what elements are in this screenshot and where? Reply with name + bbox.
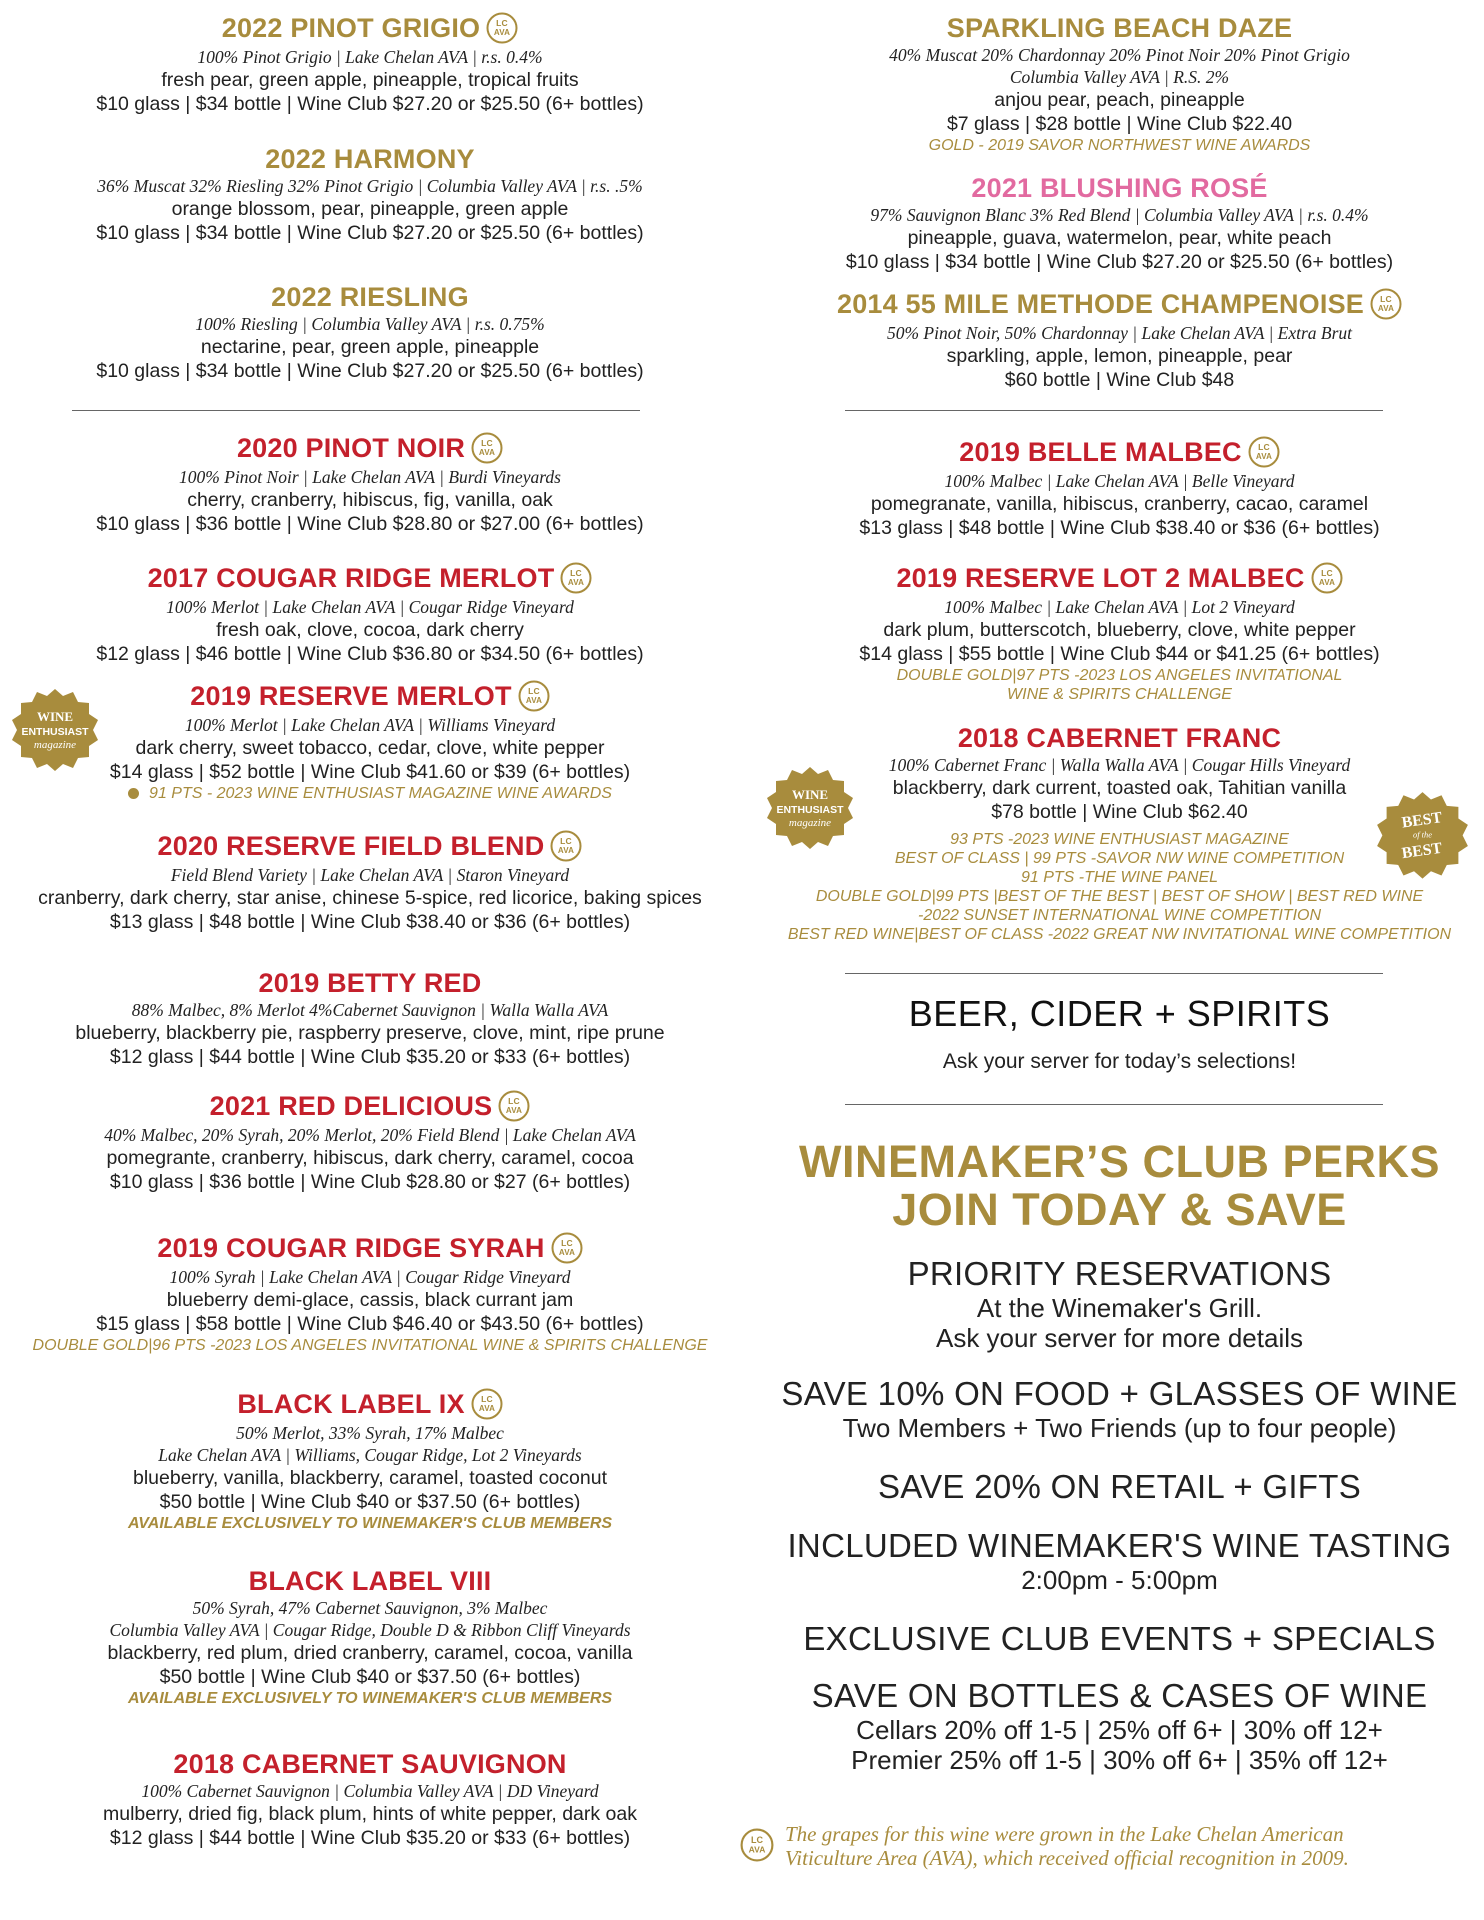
wine-details: 100% Cabernet Sauvignon | Columbia Valley AVA | DD Vineyard (141, 1781, 599, 1801)
wine-price: $10 glass | $34 bottle | Wine Club $27.20 or $25.50 (6+ bottles) (96, 360, 644, 382)
perk-item (755, 1527, 1484, 1595)
wine-details: 100% Syrah | Lake Chelan AVA | Cougar Ridge Vineyard (169, 1266, 571, 1287)
wine-title: 2019 BETTY RED (258, 968, 482, 998)
section-title: BEER, CIDER + SPIRITS (908, 993, 1331, 1034)
divider (845, 410, 1383, 411)
wine-reserve-merlot (0, 680, 740, 803)
wine-details: 100% Merlot | Lake Chelan AVA | Williams Vineyard (184, 714, 556, 735)
wine-title: 2019 RESERVE LOT 2 MALBEC (896, 563, 1305, 593)
divider (845, 1104, 1383, 1105)
wine-price: $60 bottle | Wine Club $48 (1004, 368, 1235, 391)
wine-reserve-lot-2-malbec (755, 562, 1484, 704)
perk-item (755, 1677, 1484, 1775)
wine-pinot-noir (0, 432, 740, 536)
wine-details: 100% Malbec | Lake Chelan AVA | Lot 2 Vineyard (944, 596, 1295, 617)
divider (845, 973, 1383, 974)
wine-cougar-ridge-syrah (0, 1232, 740, 1355)
wine-details: 50% Merlot, 33% Syrah, 17% Malbec (236, 1422, 504, 1443)
wine-notes: fresh pear, green apple, pineapple, tropical fruits (161, 68, 579, 91)
wine-notes: sparkling, apple, lemon, pineapple, pear (946, 344, 1293, 367)
wine-award: 93 PTS -2023 WINE ENTHUSIAST MAGAZINE (950, 831, 1289, 848)
wine-notes: mulberry, dried fig, black plum, hints of white pepper, dark oak (103, 1803, 637, 1825)
wine-price: $12 glass | $44 bottle | Wine Club $35.20 or $33 (6+ bottles) (109, 1827, 631, 1849)
section-subtitle: Ask your server for today’s selections! (942, 1050, 1297, 1073)
wine-cougar-ridge-merlot (0, 562, 740, 666)
wine-award: 91 PTS - 2023 WINE ENTHUSIAST MAGAZINE WINE AWARDS (149, 784, 612, 802)
perks-subtitle: JOIN TODAY & SAVE (892, 1184, 1347, 1235)
wine-details: 100% Malbec | Lake Chelan AVA | Belle Vineyard (944, 470, 1295, 491)
wine-riesling (0, 281, 740, 383)
wine-details: 40% Muscat 20% Chardonnay 20% Pinot Noir 20% Pinot Grigio (889, 45, 1350, 65)
lc-ava-icon (560, 562, 592, 594)
svg-text:magazine: magazine (788, 817, 832, 829)
perk-item (755, 1620, 1484, 1658)
wine-notes: blueberry demi-glace, cassis, black currant jam (166, 1288, 574, 1311)
wine-notes: pomegranate, vanilla, hibiscus, cranberry, cacao, caramel (870, 492, 1369, 515)
lc-ava-icon (740, 1828, 774, 1862)
perk-heading: PRIORITY RESERVATIONS (907, 1255, 1332, 1292)
wine-title: 2018 CABERNET FRANC (957, 723, 1282, 753)
footnote-line: Viticulture Area (AVA), which received official recognition in 2009. (785, 1846, 1349, 1870)
wine-title: 2019 RESERVE MERLOT (190, 681, 512, 711)
wine-notes: dark cherry, sweet tobacco, cedar, clove, white pepper (135, 736, 605, 759)
perk-item (755, 1468, 1484, 1506)
lc-ava-icon (471, 1388, 503, 1420)
wine-award: DOUBLE GOLD|99 PTS |BEST OF THE BEST | BEST OF SHOW | BEST RED WINE (815, 888, 1424, 905)
wine-title: BLACK LABEL IX (237, 1389, 465, 1419)
wine-title: 2022 HARMONY (265, 144, 475, 174)
wine-notes: blackberry, dark current, toasted oak, Tahitian vanilla (892, 777, 1347, 799)
wine-award: -2022 SUNSET INTERNATIONAL WINE COMPETITION (917, 907, 1322, 924)
wine-sparkling-beach-daze (755, 12, 1484, 155)
wine-black-label-ix (0, 1388, 740, 1533)
wine-details: 50% Pinot Noir, 50% Chardonnay | Lake Chelan AVA | Extra Brut (886, 322, 1353, 343)
lc-ava-icon (1248, 436, 1280, 468)
svg-text:magazine: magazine (33, 739, 77, 751)
perk-detail: Cellars 20% off 1-5 | 25% off 6+ | 30% off 12+ (856, 1715, 1383, 1745)
wine-title: 2022 PINOT GRIGIO (221, 13, 481, 43)
wine-notes: pomegrante, cranberry, hibiscus, dark cherry, caramel, cocoa (106, 1146, 634, 1169)
perk-heading: SAVE ON BOTTLES & CASES OF WINE (811, 1677, 1428, 1714)
wine-enthusiast-seal (765, 765, 855, 855)
wine-price: $15 glass | $58 bottle | Wine Club $46.40 or $43.50 (6+ bottles) (96, 1312, 644, 1335)
wine-price: $10 glass | $36 bottle | Wine Club $28.80 or $27 (6+ bottles) (109, 1170, 631, 1193)
wine-black-label-viii (0, 1565, 740, 1708)
wine-notes: blueberry, blackberry pie, raspberry preserve, clove, mint, ripe prune (75, 1022, 665, 1044)
wine-details: 100% Pinot Noir | Lake Chelan AVA | Burdi Vineyards (179, 466, 561, 487)
wine-betty-red (0, 967, 740, 1069)
wine-price: $12 glass | $44 bottle | Wine Club $35.20 or $33 (6+ bottles) (109, 1046, 631, 1068)
svg-text:ENTHUSIAST: ENTHUSIAST (21, 726, 89, 738)
wine-award-line2: WINE & SPIRITS CHALLENGE (1007, 685, 1232, 703)
perk-item (755, 1375, 1484, 1443)
wine-award: GOLD - 2019 SAVOR NORTHWEST WINE AWARDS (928, 137, 1311, 154)
footnote-line: The grapes for this wine were grown in the Lake Chelan American (785, 1822, 1344, 1846)
wine-notes: anjou pear, peach, pineapple (994, 89, 1245, 111)
wine-award: AVAILABLE EXCLUSIVELY TO WINEMAKER'S CLUB MEMBERS (127, 1690, 613, 1707)
svg-text:WINE: WINE (791, 787, 829, 802)
wine-award: BEST RED WINE|BEST OF CLASS -2022 GREAT NW INVITATIONAL WINE COMPETITION (787, 926, 1452, 943)
wine-title: 2018 CABERNET SAUVIGNON (173, 1749, 567, 1779)
wine-details: Field Blend Variety | Lake Chelan AVA | Staron Vineyard (170, 864, 570, 885)
wine-title: 2021 BLUSHING ROSÉ (971, 173, 1268, 203)
wine-details: 100% Pinot Grigio | Lake Chelan AVA | r.s. 0.4% (197, 46, 543, 67)
wine-award: DOUBLE GOLD|96 PTS -2023 LOS ANGELES INVITATIONAL WINE & SPIRITS CHALLENGE (32, 1336, 708, 1354)
wine-details: 100% Merlot | Lake Chelan AVA | Cougar Ridge Vineyard (166, 596, 574, 617)
wine-details: 36% Muscat 32% Riesling 32% Pinot Grigio | Columbia Valley AVA | r.s. .5% (97, 176, 643, 196)
wine-vineyards: Columbia Valley AVA | Cougar Ridge, Double D & Ribbon Cliff Vineyards (109, 1620, 631, 1640)
wine-price: $14 glass | $55 bottle | Wine Club $44 or $41.25 (6+ bottles) (859, 642, 1380, 665)
wine-notes: cherry, cranberry, hibiscus, fig, vanilla, oak (187, 488, 553, 511)
wine-details: 40% Malbec, 20% Syrah, 20% Merlot, 20% Field Blend | Lake Chelan AVA (104, 1124, 636, 1145)
wine-title: 2020 RESERVE FIELD BLEND (157, 831, 545, 861)
wine-title: SPARKLING BEACH DAZE (946, 13, 1293, 43)
lc-ava-icon (471, 432, 503, 464)
svg-text:BEST: BEST (1400, 809, 1444, 832)
wine-notes: blackberry, red plum, dried cranberry, caramel, cocoa, vanilla (107, 1642, 633, 1664)
wine-title: 2020 PINOT NOIR (236, 433, 466, 463)
wine-pinot-grigio (0, 12, 740, 116)
wine-belle-malbec (755, 436, 1484, 540)
wine-title: 2019 COUGAR RIDGE SYRAH (157, 1233, 545, 1263)
perk-detail: Premier 25% off 1-5 | 30% off 6+ | 35% off 12+ (851, 1745, 1388, 1775)
wine-title: 2014 55 MILE METHODE CHAMPENOISE (836, 289, 1365, 319)
wine-details: 100% Riesling | Columbia Valley AVA | r.s. 0.75% (195, 314, 545, 334)
perk-detail: Ask your server for more details (935, 1323, 1303, 1353)
perk-heading: EXCLUSIVE CLUB EVENTS + SPECIALS (803, 1620, 1436, 1657)
lc-ava-icon (498, 1090, 530, 1122)
wine-enthusiast-seal (10, 687, 100, 777)
wine-details: 88% Malbec, 8% Merlot 4%Cabernet Sauvignon | Walla Walla AVA (131, 1000, 609, 1020)
perk-detail: 2:00pm - 5:00pm (1021, 1565, 1218, 1595)
wine-price: $14 glass | $52 bottle | Wine Club $41.60 or $39 (6+ bottles) (109, 760, 631, 783)
wine-harmony (0, 143, 740, 245)
wine-reserve-field-blend (0, 830, 740, 934)
best-of-the-best-seal (1375, 790, 1470, 885)
svg-text:WINE: WINE (36, 709, 74, 724)
lc-ava-icon (550, 830, 582, 862)
wine-price: $10 glass | $34 bottle | Wine Club $27.20 or $25.50 (6+ bottles) (96, 92, 644, 115)
beer-cider-spirits-section (755, 993, 1484, 1075)
wine-title: 2017 COUGAR RIDGE MERLOT (147, 563, 555, 593)
svg-text:of the: of the (1413, 829, 1432, 840)
wine-details: 97% Sauvignon Blanc 3% Red Blend | Columbia Valley AVA | r.s. 0.4% (870, 205, 1369, 225)
perk-heading: INCLUDED WINEMAKER'S WINE TASTING (787, 1527, 1452, 1564)
perk-detail: Two Members + Two Friends (up to four people) (842, 1413, 1397, 1443)
wine-title: 2022 RIESLING (271, 282, 469, 312)
wine-red-delicious (0, 1090, 740, 1194)
wine-price: $10 glass | $36 bottle | Wine Club $28.80 or $27.00 (6+ bottles) (96, 512, 644, 535)
lc-ava-icon (1370, 288, 1402, 320)
perks-title: WINEMAKER’S CLUB PERKS (798, 1136, 1441, 1187)
wine-award: DOUBLE GOLD|97 PTS -2023 LOS ANGELES INVITATIONAL (896, 666, 1343, 684)
wine-price: $12 glass | $46 bottle | Wine Club $36.80 or $34.50 (6+ bottles) (96, 642, 644, 665)
divider (72, 410, 640, 411)
wine-notes: dark plum, butterscotch, blueberry, clove, white pepper (883, 618, 1356, 641)
wine-notes: cranberry, dark cherry, star anise, chinese 5-spice, red licorice, baking spices (38, 886, 702, 909)
wine-price: $10 glass | $34 bottle | Wine Club $27.20 or $25.50 (6+ bottles) (845, 251, 1394, 273)
lc-ava-icon (486, 12, 518, 44)
wine-award: 91 PTS -THE WINE PANEL (1020, 869, 1219, 886)
wine-vineyards: Lake Chelan AVA | Williams, Cougar Ridge, Lot 2 Vineyards (158, 1444, 582, 1465)
wine-price: $78 bottle | Wine Club $62.40 (991, 801, 1248, 823)
wine-price: $50 bottle | Wine Club $40 or $37.50 (6+ bottles) (159, 1490, 581, 1513)
wine-title: BLACK LABEL VIII (248, 1566, 492, 1596)
wine-notes: orange blossom, pear, pineapple, green apple (171, 198, 569, 220)
wine-notes: blueberry, vanilla, blackberry, caramel, toasted coconut (132, 1466, 607, 1489)
wine-notes: nectarine, pear, green apple, pineapple (200, 336, 540, 358)
wine-55-mile-methode-champenoise (755, 288, 1484, 392)
wine-title: 2019 BELLE MALBEC (959, 437, 1242, 467)
lc-ava-icon (518, 680, 550, 712)
svg-text:BEST: BEST (1400, 839, 1444, 863)
wine-price: $50 bottle | Wine Club $40 or $37.50 (6+ bottles) (159, 1666, 581, 1688)
wine-details: 50% Syrah, 47% Cabernet Sauvignon, 3% Malbec (192, 1598, 548, 1618)
wine-notes: pineapple, guava, watermelon, pear, white peach (907, 227, 1332, 249)
lc-ava-icon (551, 1232, 583, 1264)
winemakers-club-perks (755, 1138, 1484, 1234)
svg-text:ENTHUSIAST: ENTHUSIAST (776, 804, 844, 816)
lc-ava-icon (1311, 562, 1343, 594)
wine-price: $13 glass | $48 bottle | Wine Club $38.40 or $36 (6+ bottles) (859, 516, 1380, 539)
wine-price: $13 glass | $48 bottle | Wine Club $38.40 or $36 (6+ bottles) (109, 910, 631, 933)
wine-region: Columbia Valley AVA | R.S. 2% (1009, 67, 1230, 87)
wine-cabernet-sauvignon (0, 1748, 740, 1850)
perk-heading: SAVE 20% ON RETAIL + GIFTS (877, 1468, 1362, 1505)
award-bullet-icon (128, 788, 139, 799)
wine-price: $7 glass | $28 bottle | Wine Club $22.40 (946, 113, 1293, 135)
perk-item (755, 1255, 1484, 1353)
perk-heading: SAVE 10% ON FOOD + GLASSES OF WINE (781, 1375, 1458, 1412)
wine-details: 100% Cabernet Franc | Walla Walla AVA | Cougar Hills Vineyard (888, 755, 1351, 775)
wine-award: AVAILABLE EXCLUSIVELY TO WINEMAKER'S CLUB MEMBERS (127, 1514, 613, 1532)
wine-award: BEST OF CLASS | 99 PTS -SAVOR NW WINE COMPETITION (894, 850, 1345, 867)
wine-price: $10 glass | $34 bottle | Wine Club $27.20 or $25.50 (6+ bottles) (96, 222, 644, 244)
wine-title: 2021 RED DELICIOUS (209, 1091, 493, 1121)
wine-notes: fresh oak, clove, cocoa, dark cherry (216, 618, 524, 641)
wine-blushing-rose (755, 172, 1484, 274)
perk-detail: At the Winemaker's Grill. (976, 1293, 1263, 1323)
